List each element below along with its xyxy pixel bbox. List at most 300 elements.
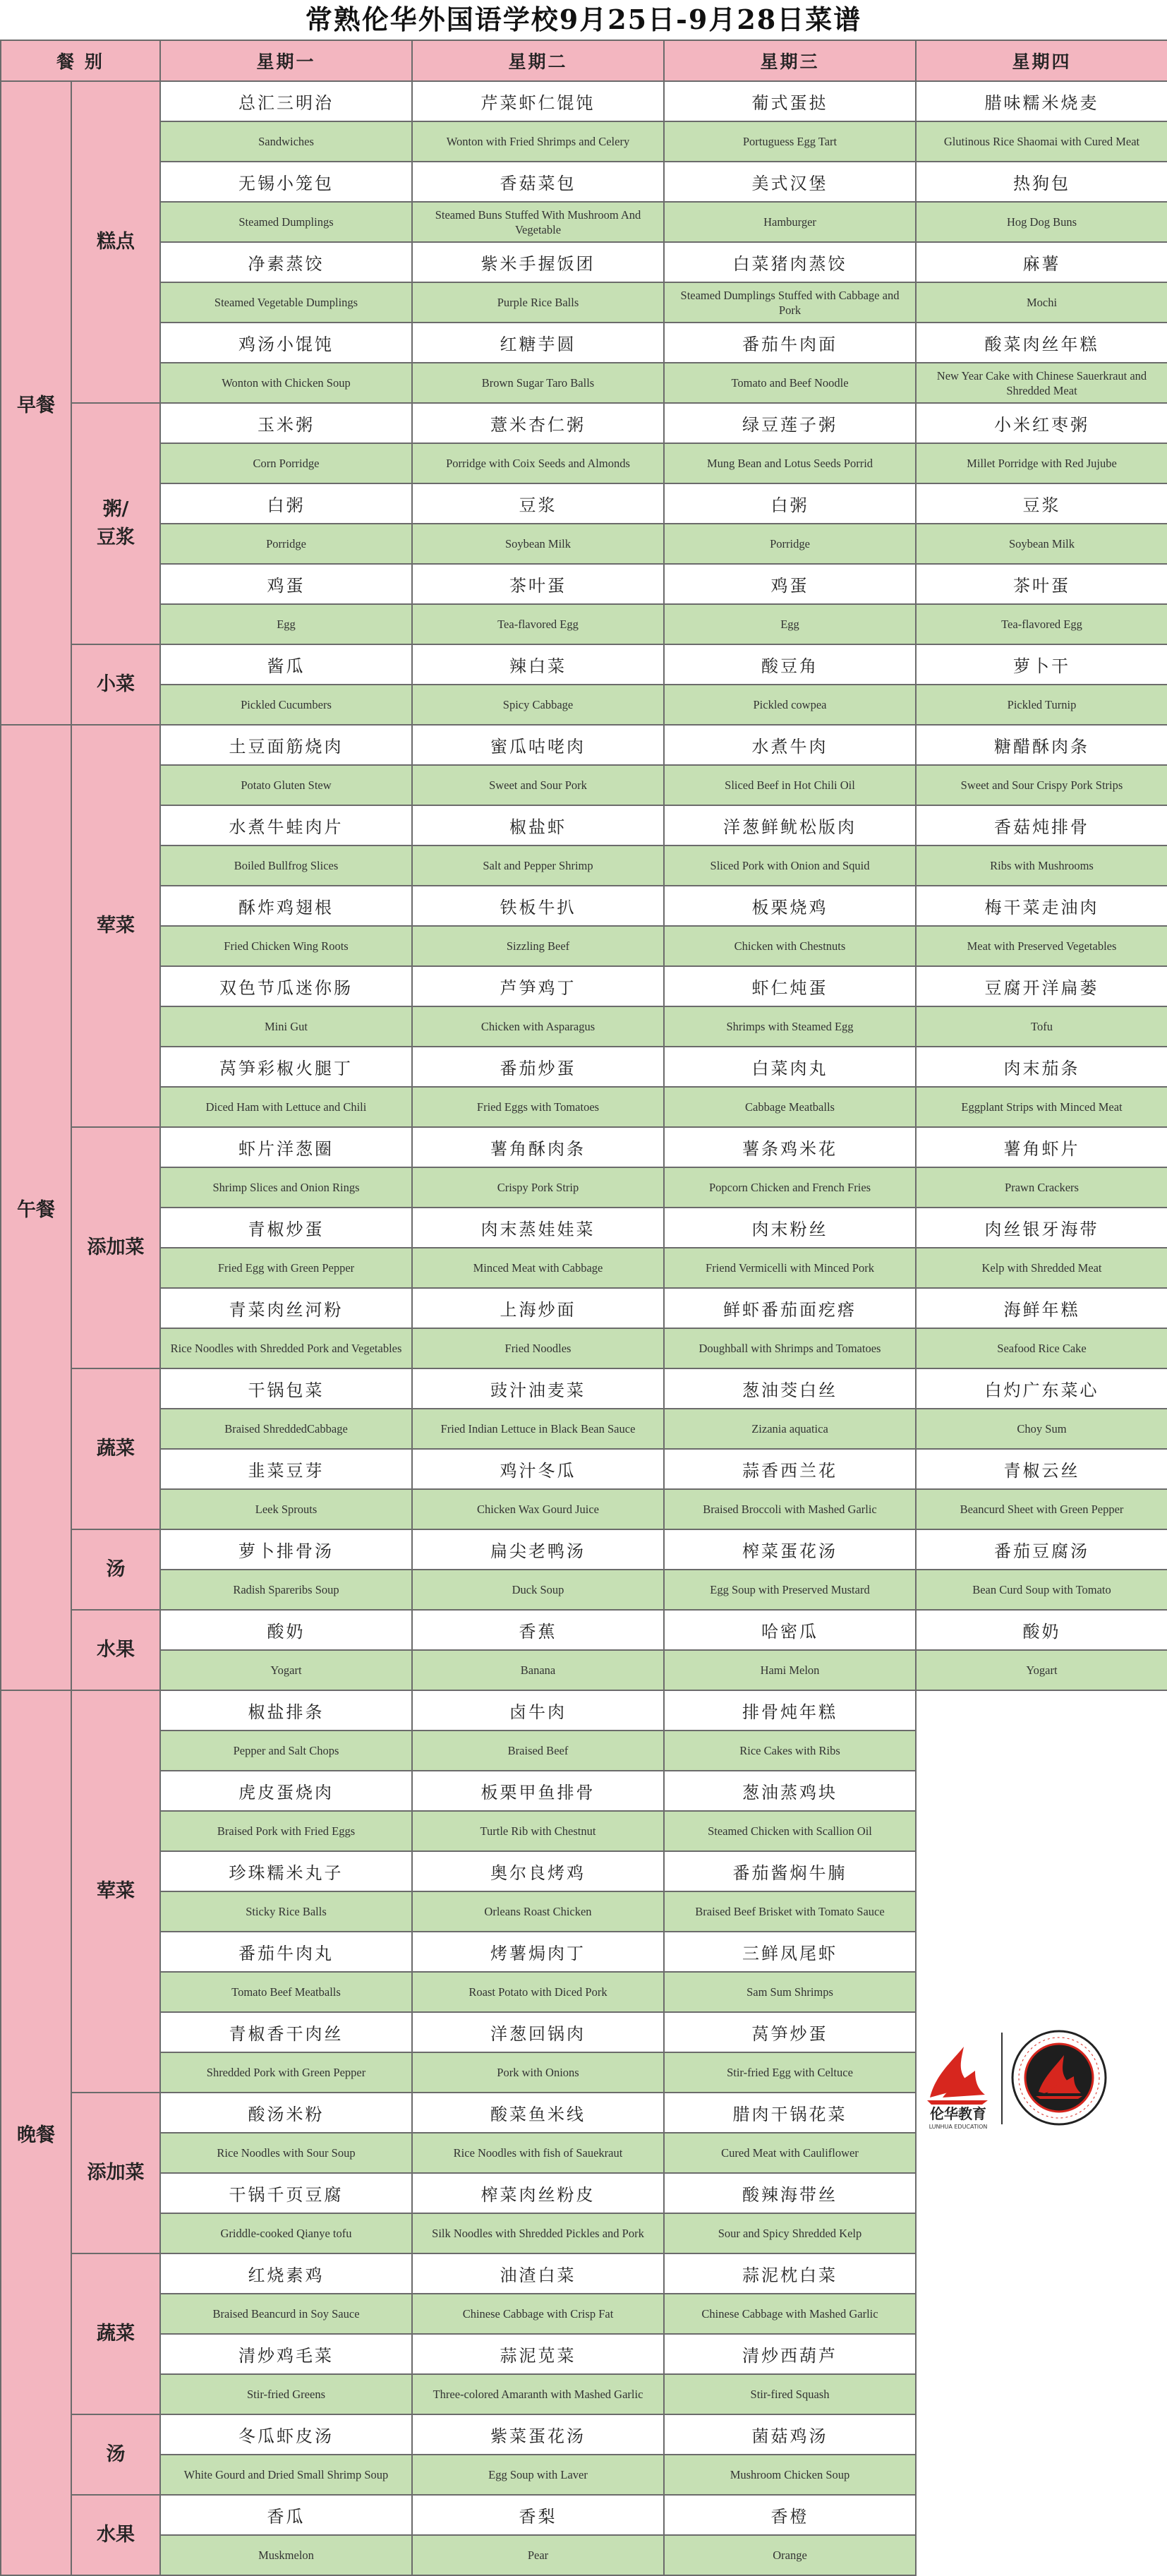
dish-english-cell: Sliced Pork with Onion and Squid bbox=[664, 845, 916, 886]
dish-row bbox=[1, 2495, 1167, 2535]
dish-name-cell: 油渣白菜 bbox=[412, 2253, 664, 2294]
dish-english-cell: Mochi bbox=[916, 282, 1167, 323]
dish-name-cell: 芹菜虾仁馄饨 bbox=[412, 81, 664, 121]
dish-translation-row bbox=[1, 1328, 1167, 1368]
empty-cell bbox=[916, 2535, 1167, 2575]
dish-english-cell: Rice Noodles with Sour Soup bbox=[160, 2133, 412, 2173]
day-header-wed: 星期三 bbox=[664, 40, 916, 81]
dish-translation-row bbox=[1, 202, 1167, 242]
dish-name-cell: 豆浆 bbox=[916, 483, 1167, 524]
dish-english-cell: Leek Sprouts bbox=[160, 1489, 412, 1529]
dish-name-cell: 椒盐虾 bbox=[412, 805, 664, 845]
dish-name-cell: 青菜肉丝河粉 bbox=[160, 1288, 412, 1328]
category-label: 蔬菜 bbox=[71, 1368, 160, 1529]
day-header-thu: 星期四 bbox=[916, 40, 1167, 81]
category-label: 水果 bbox=[71, 2495, 160, 2575]
dish-name-cell: 葱油茭白丝 bbox=[664, 1368, 916, 1409]
dish-name-cell: 玉米粥 bbox=[160, 403, 412, 443]
dish-name-cell: 虾片洋葱圈 bbox=[160, 1127, 412, 1167]
meal-label: 晚餐 bbox=[1, 1690, 71, 2575]
dish-english-cell: Braised Beef Brisket with Tomato Sauce bbox=[664, 1891, 916, 1932]
dish-english-cell: Crispy Pork Strip bbox=[412, 1167, 664, 1208]
dish-name-cell: 椒盐排条 bbox=[160, 1690, 412, 1731]
dish-english-cell: Pickled Turnip bbox=[916, 685, 1167, 725]
dish-name-cell: 白菜猪肉蒸饺 bbox=[664, 242, 916, 282]
dish-name-cell: 海鲜年糕 bbox=[916, 1288, 1167, 1328]
dish-name-cell: 洋葱鲜鱿松版肉 bbox=[664, 805, 916, 845]
dish-row bbox=[1, 162, 1167, 202]
dish-translation-row bbox=[1, 363, 1167, 403]
dish-name-cell: 酸汤米粉 bbox=[160, 2093, 412, 2133]
dish-english-cell: Zizania aquatica bbox=[664, 1409, 916, 1449]
dish-translation-row bbox=[1, 524, 1167, 564]
dish-english-cell: Pork with Onions bbox=[412, 2052, 664, 2093]
dish-english-cell: Tea-flavored Egg bbox=[916, 604, 1167, 644]
dish-name-cell: 榨菜肉丝粉皮 bbox=[412, 2173, 664, 2213]
dish-name-cell: 番茄炒蛋 bbox=[412, 1047, 664, 1087]
school-seal-icon bbox=[1012, 2031, 1106, 2124]
dish-english-cell: Mung Bean and Lotus Seeds Porrid bbox=[664, 443, 916, 483]
dish-english-cell: Fried Indian Lettuce in Black Bean Sauce bbox=[412, 1409, 664, 1449]
dish-english-cell: Braised Beancurd in Soy Sauce bbox=[160, 2294, 412, 2334]
dish-name-cell: 土豆面筋烧肉 bbox=[160, 725, 412, 765]
dish-name-cell: 番茄豆腐汤 bbox=[916, 1529, 1167, 1570]
logo-brand-en-text: LUNHUA EDUCATION bbox=[929, 2124, 988, 2130]
dish-name-cell: 铁板牛扒 bbox=[412, 886, 664, 926]
dish-english-cell: Yogart bbox=[160, 1650, 412, 1690]
dish-name-cell: 双色节瓜迷你肠 bbox=[160, 966, 412, 1006]
dish-row bbox=[1, 1449, 1167, 1489]
dish-name-cell: 茶叶蛋 bbox=[916, 564, 1167, 604]
dish-name-cell: 薯角酥肉条 bbox=[412, 1127, 664, 1167]
dish-english-cell: Boiled Bullfrog Slices bbox=[160, 845, 412, 886]
dish-row bbox=[1, 1368, 1167, 1409]
dish-english-cell: Stir-fried Greens bbox=[160, 2374, 412, 2414]
dish-english-cell: Eggplant Strips with Minced Meat bbox=[916, 1087, 1167, 1127]
dish-name-cell: 莴笋炒蛋 bbox=[664, 2012, 916, 2052]
dish-english-cell: Tea-flavored Egg bbox=[412, 604, 664, 644]
empty-cell bbox=[916, 2173, 1167, 2213]
dish-english-cell: Mushroom Chicken Soup bbox=[664, 2455, 916, 2495]
dish-translation-row bbox=[1, 1248, 1167, 1288]
dish-name-cell: 莴笋彩椒火腿丁 bbox=[160, 1047, 412, 1087]
dish-name-cell: 酱瓜 bbox=[160, 644, 412, 685]
dish-translation-row bbox=[1, 685, 1167, 725]
dish-english-cell: Chinese Cabbage with Mashed Garlic bbox=[664, 2294, 916, 2334]
dish-name-cell: 红烧素鸡 bbox=[160, 2253, 412, 2294]
dish-translation-row bbox=[1, 2455, 1167, 2495]
dish-row bbox=[1, 1529, 1167, 1570]
dish-english-cell: Fried Noodles bbox=[412, 1328, 664, 1368]
dish-name-cell: 卤牛肉 bbox=[412, 1690, 664, 1731]
dish-name-cell: 辣白菜 bbox=[412, 644, 664, 685]
dish-row bbox=[1, 1932, 1167, 1972]
dish-english-cell: Hamburger bbox=[664, 202, 916, 242]
dish-name-cell: 肉末茄条 bbox=[916, 1047, 1167, 1087]
empty-cell bbox=[916, 1851, 1167, 1891]
dish-name-cell: 酸辣海带丝 bbox=[664, 2173, 916, 2213]
header-row bbox=[1, 40, 1167, 81]
day-header-mon: 星期一 bbox=[160, 40, 412, 81]
dish-english-cell: Fried Egg with Green Pepper bbox=[160, 1248, 412, 1288]
dish-english-cell: Steamed Dumplings Stuffed with Cabbage and Pork bbox=[664, 282, 916, 323]
dish-english-cell: Wonton with Fried Shrimps and Celery bbox=[412, 121, 664, 162]
dish-name-cell: 萝卜干 bbox=[916, 644, 1167, 685]
dish-name-cell: 肉丝银牙海带 bbox=[916, 1208, 1167, 1248]
dish-row bbox=[1, 805, 1167, 845]
dish-english-cell: Glutinous Rice Shaomai with Cured Meat bbox=[916, 121, 1167, 162]
dish-english-cell: Sliced Beef in Hot Chili Oil bbox=[664, 765, 916, 805]
dish-english-cell: Roast Potato with Diced Pork bbox=[412, 1972, 664, 2012]
dish-english-cell: Sour and Spicy Shredded Kelp bbox=[664, 2213, 916, 2253]
dish-name-cell: 清炒鸡毛菜 bbox=[160, 2334, 412, 2374]
dish-name-cell: 薏米杏仁粥 bbox=[412, 403, 664, 443]
dish-english-cell: Steamed Buns Stuffed With Mushroom And Vegetable bbox=[412, 202, 664, 242]
dish-row bbox=[1, 725, 1167, 765]
dish-english-cell: Sweet and Sour Pork bbox=[412, 765, 664, 805]
logo-brand-text: 伦华教育 bbox=[930, 2105, 986, 2122]
dish-name-cell: 烤薯焗肉丁 bbox=[412, 1932, 664, 1972]
dish-name-cell: 酥炸鸡翅根 bbox=[160, 886, 412, 926]
empty-cell bbox=[916, 1771, 1167, 1811]
dish-name-cell: 酸豆角 bbox=[664, 644, 916, 685]
dish-name-cell: 番茄牛肉面 bbox=[664, 323, 916, 363]
dish-name-cell: 香菇菜包 bbox=[412, 162, 664, 202]
dish-translation-row bbox=[1, 1811, 1167, 1851]
empty-cell bbox=[916, 1811, 1167, 1851]
dish-translation-row bbox=[1, 443, 1167, 483]
dish-english-cell: Hog Dog Buns bbox=[916, 202, 1167, 242]
dish-name-cell: 榨菜蛋花汤 bbox=[664, 1529, 916, 1570]
dish-name-cell: 冬瓜虾皮汤 bbox=[160, 2414, 412, 2455]
meal-label: 午餐 bbox=[1, 725, 71, 1690]
dish-english-cell: Porridge with Coix Seeds and Almonds bbox=[412, 443, 664, 483]
dish-name-cell: 番茄牛肉丸 bbox=[160, 1932, 412, 1972]
dish-name-cell: 薯角虾片 bbox=[916, 1127, 1167, 1167]
dish-name-cell: 葱油蒸鸡块 bbox=[664, 1771, 916, 1811]
dish-english-cell: New Year Cake with Chinese Sauerkraut and Shredded Meat bbox=[916, 363, 1167, 403]
dish-row bbox=[1, 564, 1167, 604]
dish-english-cell: Fried Eggs with Tomatoes bbox=[412, 1087, 664, 1127]
dish-translation-row bbox=[1, 282, 1167, 323]
dish-english-cell: Wonton with Chicken Soup bbox=[160, 363, 412, 403]
dish-name-cell: 酸菜肉丝年糕 bbox=[916, 323, 1167, 363]
dish-english-cell: Pickled Cucumbers bbox=[160, 685, 412, 725]
dish-english-cell: Seafood Rice Cake bbox=[916, 1328, 1167, 1368]
dish-english-cell: Yogart bbox=[916, 1650, 1167, 1690]
menu-table bbox=[0, 40, 1167, 2576]
meal-column-header: 餐 别 bbox=[1, 40, 160, 81]
dish-english-cell: Chicken Wax Gourd Juice bbox=[412, 1489, 664, 1529]
dish-english-cell: Rice Cakes with Ribs bbox=[664, 1731, 916, 1771]
dish-name-cell: 绿豆莲子粥 bbox=[664, 403, 916, 443]
dish-name-cell: 总汇三明治 bbox=[160, 81, 412, 121]
dish-english-cell: Radish Spareribs Soup bbox=[160, 1570, 412, 1610]
dish-translation-row bbox=[1, 2133, 1167, 2173]
dish-row bbox=[1, 2334, 1167, 2374]
dish-name-cell: 葡式蛋挞 bbox=[664, 81, 916, 121]
dish-english-cell: Tofu bbox=[916, 1006, 1167, 1047]
dish-row bbox=[1, 644, 1167, 685]
dish-name-cell: 豆腐开洋扁蒌 bbox=[916, 966, 1167, 1006]
category-label: 粥/ 豆浆 bbox=[71, 403, 160, 644]
dish-english-cell: Bean Curd Soup with Tomato bbox=[916, 1570, 1167, 1610]
dish-translation-row bbox=[1, 2294, 1167, 2334]
dish-name-cell: 三鲜凤尾虾 bbox=[664, 1932, 916, 1972]
dish-row bbox=[1, 1610, 1167, 1650]
dish-english-cell: Stir-fired Squash bbox=[664, 2374, 916, 2414]
dish-name-cell: 珍珠糯米丸子 bbox=[160, 1851, 412, 1891]
dish-english-cell: Potato Gluten Stew bbox=[160, 765, 412, 805]
empty-cell bbox=[916, 2495, 1167, 2535]
dish-english-cell: Portuguess Egg Tart bbox=[664, 121, 916, 162]
dish-english-cell: Rice Noodles with fish of Sauekraut bbox=[412, 2133, 664, 2173]
dish-translation-row bbox=[1, 2535, 1167, 2575]
dish-english-cell: Porridge bbox=[664, 524, 916, 564]
dish-translation-row bbox=[1, 1891, 1167, 1932]
dish-row bbox=[1, 403, 1167, 443]
dish-english-cell: Braised Broccoli with Mashed Garlic bbox=[664, 1489, 916, 1529]
dish-name-cell: 上海炒面 bbox=[412, 1288, 664, 1328]
dish-english-cell: Minced Meat with Cabbage bbox=[412, 1248, 664, 1288]
dish-english-cell: Braised ShreddedCabbage bbox=[160, 1409, 412, 1449]
dish-english-cell: Salt and Pepper Shrimp bbox=[412, 845, 664, 886]
dish-english-cell: Fried Chicken Wing Roots bbox=[160, 926, 412, 966]
dish-english-cell: Popcorn Chicken and French Fries bbox=[664, 1167, 916, 1208]
dish-name-cell: 美式汉堡 bbox=[664, 162, 916, 202]
dish-name-cell: 虎皮蛋烧肉 bbox=[160, 1771, 412, 1811]
dish-name-cell: 茶叶蛋 bbox=[412, 564, 664, 604]
dish-row bbox=[1, 1047, 1167, 1087]
dish-english-cell: Cabbage Meatballs bbox=[664, 1087, 916, 1127]
category-label: 添加菜 bbox=[71, 1127, 160, 1368]
dish-row bbox=[1, 81, 1167, 121]
dish-name-cell: 无锡小笼包 bbox=[160, 162, 412, 202]
dish-name-cell: 干锅千页豆腐 bbox=[160, 2173, 412, 2213]
page-title: 常熟伦华外国语学校9月25日-9月28日菜谱 bbox=[305, 4, 862, 35]
dish-english-cell: Beancurd Sheet with Green Pepper bbox=[916, 1489, 1167, 1529]
dish-translation-row bbox=[1, 1006, 1167, 1047]
dish-name-cell: 腊肉干锅花菜 bbox=[664, 2093, 916, 2133]
empty-cell bbox=[916, 2213, 1167, 2253]
empty-cell bbox=[916, 1932, 1167, 1972]
dish-english-cell: Soybean Milk bbox=[916, 524, 1167, 564]
dish-english-cell: Brown Sugar Taro Balls bbox=[412, 363, 664, 403]
dish-name-cell: 豉汁油麦菜 bbox=[412, 1368, 664, 1409]
dish-english-cell: Braised Beef bbox=[412, 1731, 664, 1771]
dish-name-cell: 蒜泥苋菜 bbox=[412, 2334, 664, 2374]
empty-cell bbox=[916, 2294, 1167, 2334]
dish-english-cell: Shredded Pork with Green Pepper bbox=[160, 2052, 412, 2093]
dish-english-cell: Turtle Rib with Chestnut bbox=[412, 1811, 664, 1851]
dish-english-cell: Ribs with Mushrooms bbox=[916, 845, 1167, 886]
dish-english-cell: Steamed Chicken with Scallion Oil bbox=[664, 1811, 916, 1851]
dish-name-cell: 香蕉 bbox=[412, 1610, 664, 1650]
dish-name-cell: 板栗烧鸡 bbox=[664, 886, 916, 926]
dish-name-cell: 肉末蒸娃娃菜 bbox=[412, 1208, 664, 1248]
dish-name-cell: 酸奶 bbox=[160, 1610, 412, 1650]
dish-english-cell: Meat with Preserved Vegetables bbox=[916, 926, 1167, 966]
dish-row bbox=[1, 1127, 1167, 1167]
dish-english-cell: Diced Ham with Lettuce and Chili bbox=[160, 1087, 412, 1127]
dish-english-cell: Spicy Cabbage bbox=[412, 685, 664, 725]
category-label: 汤 bbox=[71, 1529, 160, 1610]
dish-english-cell: Sandwiches bbox=[160, 121, 412, 162]
dish-translation-row bbox=[1, 1167, 1167, 1208]
dish-english-cell: Silk Noodles with Shredded Pickles and Pork bbox=[412, 2213, 664, 2253]
dish-name-cell: 酸菜鱼米线 bbox=[412, 2093, 664, 2133]
dish-english-cell: Mini Gut bbox=[160, 1006, 412, 1047]
dish-translation-row bbox=[1, 121, 1167, 162]
dish-name-cell: 香橙 bbox=[664, 2495, 916, 2535]
sail-logo-icon bbox=[927, 2047, 988, 2105]
dish-name-cell: 肉末粉丝 bbox=[664, 1208, 916, 1248]
category-label: 蔬菜 bbox=[71, 2253, 160, 2414]
dish-english-cell: Muskmelon bbox=[160, 2535, 412, 2575]
dish-row bbox=[1, 483, 1167, 524]
empty-cell bbox=[916, 2133, 1167, 2173]
empty-cell bbox=[916, 1891, 1167, 1932]
dish-name-cell: 薯条鸡米花 bbox=[664, 1127, 916, 1167]
dish-name-cell: 鸡蛋 bbox=[664, 564, 916, 604]
dish-name-cell: 排骨炖年糕 bbox=[664, 1690, 916, 1731]
empty-cell bbox=[916, 2455, 1167, 2495]
dish-translation-row bbox=[1, 926, 1167, 966]
dish-translation-row bbox=[1, 1570, 1167, 1610]
dish-name-cell: 蒜泥枕白菜 bbox=[664, 2253, 916, 2294]
dish-name-cell: 板栗甲鱼排骨 bbox=[412, 1771, 664, 1811]
dish-name-cell: 白粥 bbox=[160, 483, 412, 524]
dish-name-cell: 香瓜 bbox=[160, 2495, 412, 2535]
dish-name-cell: 韭菜豆芽 bbox=[160, 1449, 412, 1489]
empty-cell bbox=[916, 1690, 1167, 1731]
category-label: 小菜 bbox=[71, 644, 160, 725]
empty-cell bbox=[916, 2334, 1167, 2374]
dish-row bbox=[1, 2414, 1167, 2455]
dish-english-cell: Porridge bbox=[160, 524, 412, 564]
dish-name-cell: 芦笋鸡丁 bbox=[412, 966, 664, 1006]
dish-name-cell: 麻薯 bbox=[916, 242, 1167, 282]
dish-name-cell: 鸡汁冬瓜 bbox=[412, 1449, 664, 1489]
dish-english-cell: Sticky Rice Balls bbox=[160, 1891, 412, 1932]
dish-translation-row bbox=[1, 1409, 1167, 1449]
dish-name-cell: 干锅包菜 bbox=[160, 1368, 412, 1409]
dish-english-cell: Sam Sum Shrimps bbox=[664, 1972, 916, 2012]
dish-name-cell: 清炒西葫芦 bbox=[664, 2334, 916, 2374]
dish-translation-row bbox=[1, 845, 1167, 886]
dish-english-cell: Egg Soup with Laver bbox=[412, 2455, 664, 2495]
dish-name-cell: 紫菜蛋花汤 bbox=[412, 2414, 664, 2455]
dish-row bbox=[1, 2173, 1167, 2213]
dish-english-cell: Choy Sum bbox=[916, 1409, 1167, 1449]
dish-name-cell: 香菇炖排骨 bbox=[916, 805, 1167, 845]
empty-cell bbox=[916, 2253, 1167, 2294]
empty-cell bbox=[916, 1972, 1167, 2012]
dish-english-cell: Chicken with Chestnuts bbox=[664, 926, 916, 966]
dish-row bbox=[1, 1208, 1167, 1248]
dish-english-cell: Purple Rice Balls bbox=[412, 282, 664, 323]
dish-row bbox=[1, 886, 1167, 926]
dish-english-cell: Stir-fried Egg with Celtuce bbox=[664, 2052, 916, 2093]
dish-name-cell: 红糖芋圆 bbox=[412, 323, 664, 363]
dish-english-cell: Soybean Milk bbox=[412, 524, 664, 564]
dish-english-cell: Chinese Cabbage with Crisp Fat bbox=[412, 2294, 664, 2334]
dish-english-cell: Steamed Vegetable Dumplings bbox=[160, 282, 412, 323]
dish-name-cell: 蒜香西兰花 bbox=[664, 1449, 916, 1489]
dish-row bbox=[1, 323, 1167, 363]
dish-translation-row bbox=[1, 1087, 1167, 1127]
dish-translation-row bbox=[1, 604, 1167, 644]
school-logo bbox=[914, 2018, 1126, 2131]
dish-english-cell: Griddle-cooked Qianye tofu bbox=[160, 2213, 412, 2253]
dish-name-cell: 梅干菜走油肉 bbox=[916, 886, 1167, 926]
empty-cell bbox=[916, 2414, 1167, 2455]
dish-english-cell: Chicken with Asparagus bbox=[412, 1006, 664, 1047]
dish-english-cell: Pear bbox=[412, 2535, 664, 2575]
dish-translation-row bbox=[1, 2374, 1167, 2414]
dish-name-cell: 豆浆 bbox=[412, 483, 664, 524]
dish-name-cell: 香梨 bbox=[412, 2495, 664, 2535]
dish-name-cell: 扁尖老鸭汤 bbox=[412, 1529, 664, 1570]
dish-english-cell: Egg bbox=[160, 604, 412, 644]
day-header-tue: 星期二 bbox=[412, 40, 664, 81]
dish-translation-row bbox=[1, 2213, 1167, 2253]
dish-name-cell: 水煮牛蛙肉片 bbox=[160, 805, 412, 845]
dish-name-cell: 萝卜排骨汤 bbox=[160, 1529, 412, 1570]
dish-english-cell: Kelp with Shredded Meat bbox=[916, 1248, 1167, 1288]
dish-english-cell: Braised Pork with Fried Eggs bbox=[160, 1811, 412, 1851]
dish-english-cell: Sizzling Beef bbox=[412, 926, 664, 966]
dish-row bbox=[1, 242, 1167, 282]
dish-english-cell: Hami Melon bbox=[664, 1650, 916, 1690]
dish-english-cell: Pickled cowpea bbox=[664, 685, 916, 725]
dish-name-cell: 青椒云丝 bbox=[916, 1449, 1167, 1489]
dish-name-cell: 哈密瓜 bbox=[664, 1610, 916, 1650]
dish-english-cell: Millet Porridge with Red Jujube bbox=[916, 443, 1167, 483]
dish-name-cell: 净素蒸饺 bbox=[160, 242, 412, 282]
dish-row bbox=[1, 1288, 1167, 1328]
dish-row bbox=[1, 1771, 1167, 1811]
meal-label: 早餐 bbox=[1, 81, 71, 725]
dish-row bbox=[1, 1851, 1167, 1891]
dish-english-cell: Duck Soup bbox=[412, 1570, 664, 1610]
category-label: 荤菜 bbox=[71, 725, 160, 1127]
dish-english-cell: Rice Noodles with Shredded Pork and Vegetables bbox=[160, 1328, 412, 1368]
dish-name-cell: 鲜虾番茄面疙瘩 bbox=[664, 1288, 916, 1328]
dish-name-cell: 番茄酱焖牛腩 bbox=[664, 1851, 916, 1891]
dish-english-cell: Egg Soup with Preserved Mustard bbox=[664, 1570, 916, 1610]
empty-cell bbox=[916, 2374, 1167, 2414]
dish-row bbox=[1, 1690, 1167, 1731]
dish-name-cell: 白菜肉丸 bbox=[664, 1047, 916, 1087]
dish-name-cell: 洋葱回锅肉 bbox=[412, 2012, 664, 2052]
dish-name-cell: 腊味糯米烧麦 bbox=[916, 81, 1167, 121]
dish-name-cell: 菌菇鸡汤 bbox=[664, 2414, 916, 2455]
dish-translation-row bbox=[1, 1972, 1167, 2012]
dish-name-cell: 白粥 bbox=[664, 483, 916, 524]
dish-english-cell: Cured Meat with Cauliflower bbox=[664, 2133, 916, 2173]
dish-translation-row bbox=[1, 765, 1167, 805]
dish-name-cell: 青椒香干肉丝 bbox=[160, 2012, 412, 2052]
dish-english-cell: Prawn Crackers bbox=[916, 1167, 1167, 1208]
category-label: 荤菜 bbox=[71, 1690, 160, 2093]
dish-english-cell: Banana bbox=[412, 1650, 664, 1690]
dish-english-cell: Corn Porridge bbox=[160, 443, 412, 483]
dish-name-cell: 酸奶 bbox=[916, 1610, 1167, 1650]
dish-english-cell: Pepper and Salt Chops bbox=[160, 1731, 412, 1771]
dish-name-cell: 虾仁炖蛋 bbox=[664, 966, 916, 1006]
dish-english-cell: Orleans Roast Chicken bbox=[412, 1891, 664, 1932]
